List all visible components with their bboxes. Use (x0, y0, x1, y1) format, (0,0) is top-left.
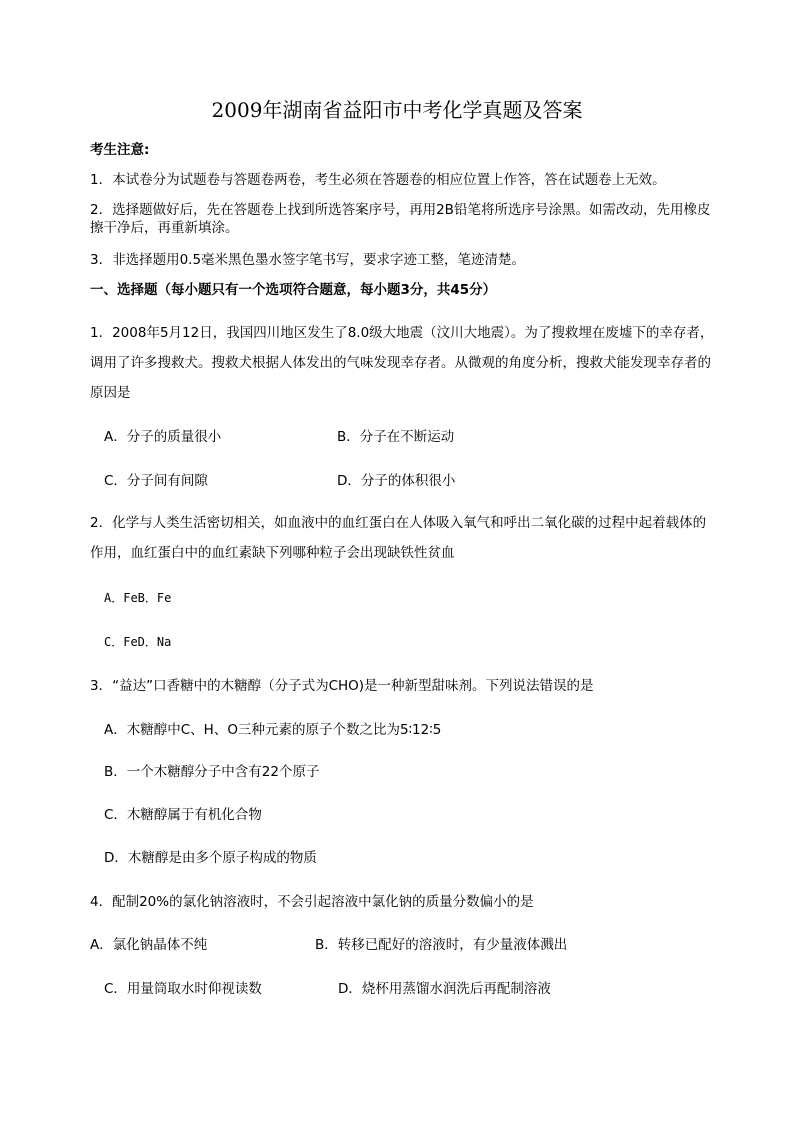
option-d: D．木糖醇是由多个原子构成的物质 (104, 850, 317, 866)
question-text: 调用了许多搜救犬。搜救犬根据人体发出的气味发现幸存者。从微观的角度分析，搜救犬能发现幸存者的 (90, 355, 711, 371)
question-text: 作用，血红蛋白中的血红素缺下列哪种粒子会出现缺铁性贫血 (90, 545, 455, 561)
question-text: 原因是 (90, 385, 131, 401)
notice-item: 1．本试卷分为试题卷与答题卷两卷，考生必须在答题卷的相应位置上作答，答在试题卷上无效。 (90, 172, 666, 188)
option-a: A．氯化钠晶体不纯 (90, 937, 208, 953)
option-c: C．用量筒取水时仰视读数 (104, 981, 262, 997)
notice-item: 擦干净后，再重新填涂。 (90, 220, 239, 236)
question-text: 2．化学与人类生活密切相关，如血液中的血红蛋白在人体吸入氧气和呼出二氧化碳的过程中起着载体的 (90, 515, 707, 531)
question-text: 3．“益达”口香糖中的木糖醇（分子式为CHO)是一种新型甜味剂。下列说法错误的是 (90, 678, 594, 694)
option-ab: A．FeB．Fe (104, 591, 172, 605)
option-a: A．木糖醇中C、H、O三种元素的原子个数之比为5∶12∶5 (104, 722, 442, 738)
notice-item: 2．选择题做好后，先在答题卷上找到所选答案序号，再用2B铅笔将所选序号涂黑。如需改动，先用橡皮 (90, 202, 711, 218)
option-b: B．一个木糖醇分子中含有22个原子 (104, 764, 320, 780)
question-text: 4．配制20%的氯化钠溶液时，不会引起溶液中氯化钠的质量分数偏小的是 (90, 894, 534, 910)
section-heading: 一、选择题（每小题只有一个选项符合题意，每小题3分，共45分） (90, 282, 497, 298)
option-b: B．分子在不断运动 (337, 429, 455, 445)
option-b: B．转移已配好的溶液时，有少量液体溅出 (315, 937, 568, 953)
option-c: C．分子间有间隙 (104, 473, 208, 489)
option-a: A．分子的质量很小 (104, 429, 222, 445)
option-c: C．木糖醇属于有机化合物 (104, 807, 262, 823)
option-cd: C．FeD．Na (104, 635, 172, 649)
notice-item: 3．非选择题用0.5毫米黑色墨水签字笔书写，要求字迹工整，笔迹清楚。 (90, 252, 526, 268)
document-title: 2009年湖南省益阳市中考化学真题及答案 (211, 98, 583, 122)
notice-heading: 考生注意: (90, 142, 150, 158)
option-d: D．烧杯用蒸馏水润洗后再配制溶液 (338, 981, 551, 997)
question-text: 1．2008年5月12日，我国四川地区发生了8.0级大地震（汶川大地震）。为了搜救埋在废墟下的幸存者， (90, 325, 714, 341)
option-d: D．分子的体积很小 (337, 473, 456, 489)
